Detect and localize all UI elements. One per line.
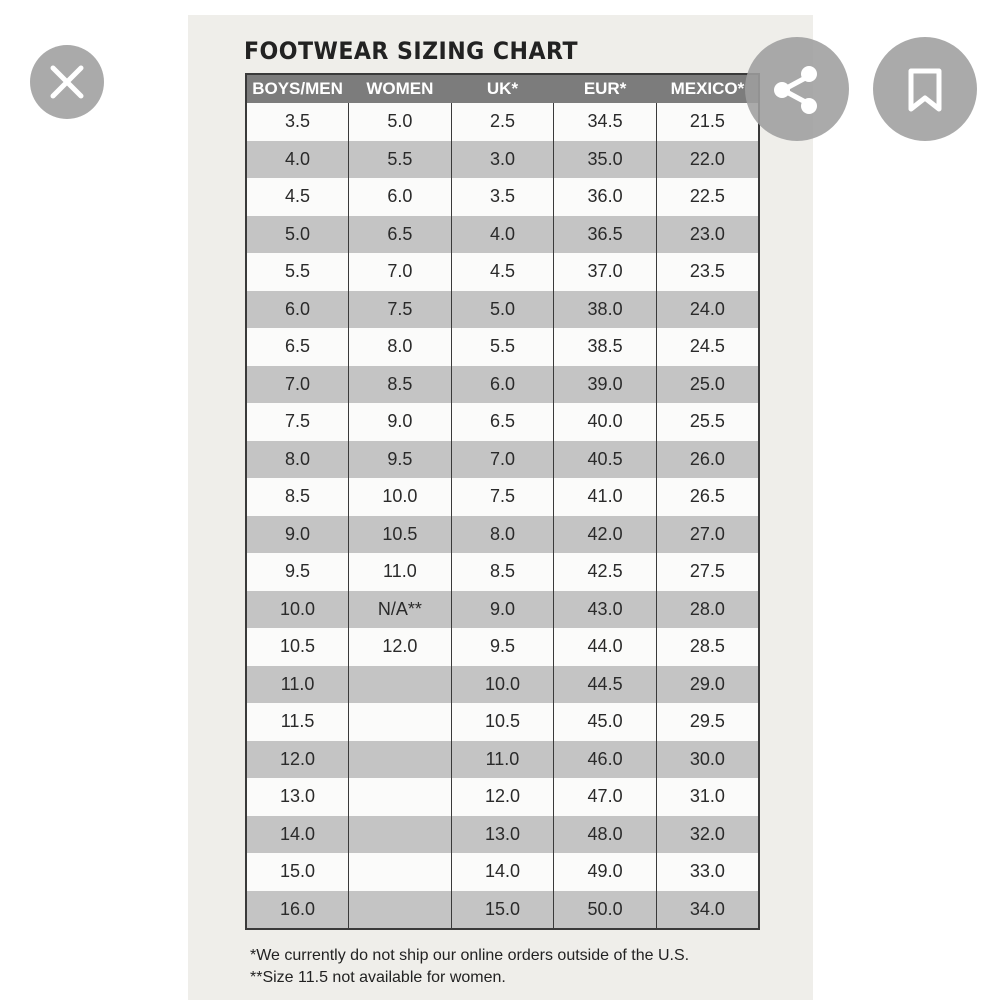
cell-uk: 2.5 [451, 103, 554, 141]
cell-women: 12.0 [349, 628, 452, 666]
cell-women [349, 891, 452, 930]
cell-eur: 38.5 [554, 328, 657, 366]
cell-uk: 12.0 [451, 778, 554, 816]
cell-women: 11.0 [349, 553, 452, 591]
cell-eur: 42.5 [554, 553, 657, 591]
cell-women: 5.0 [349, 103, 452, 141]
cell-boys-men: 9.0 [246, 516, 349, 554]
cell-women: 10.0 [349, 478, 452, 516]
cell-women [349, 741, 452, 779]
cell-uk: 14.0 [451, 853, 554, 891]
table-row [246, 253, 759, 291]
cell-women: 6.5 [349, 216, 452, 254]
cell-eur: 40.0 [554, 403, 657, 441]
column-header-boys-men: BOYS/MEN [246, 74, 349, 103]
cell-boys-men: 7.5 [246, 403, 349, 441]
table-row [246, 178, 759, 216]
table-row [246, 778, 759, 816]
cell-women [349, 703, 452, 741]
cell-women: 8.5 [349, 366, 452, 404]
table-row [246, 891, 759, 930]
cell-uk: 3.0 [451, 141, 554, 179]
cell-mexico: 29.0 [656, 666, 759, 704]
cell-mexico: 28.5 [656, 628, 759, 666]
cell-uk: 8.5 [451, 553, 554, 591]
cell-boys-men: 13.0 [246, 778, 349, 816]
table-row [246, 103, 759, 141]
cell-mexico: 24.0 [656, 291, 759, 329]
cell-eur: 35.0 [554, 141, 657, 179]
close-icon [30, 45, 104, 119]
cell-eur: 34.5 [554, 103, 657, 141]
cell-mexico: 24.5 [656, 328, 759, 366]
cell-uk: 11.0 [451, 741, 554, 779]
cell-boys-men: 8.0 [246, 441, 349, 479]
cell-uk: 13.0 [451, 816, 554, 854]
cell-uk: 9.5 [451, 628, 554, 666]
cell-mexico: 25.5 [656, 403, 759, 441]
cell-women: 8.0 [349, 328, 452, 366]
cell-mexico: 22.5 [656, 178, 759, 216]
cell-boys-men: 11.5 [246, 703, 349, 741]
cell-uk: 3.5 [451, 178, 554, 216]
cell-boys-men: 16.0 [246, 891, 349, 930]
cell-mexico: 28.0 [656, 591, 759, 629]
cell-uk: 10.5 [451, 703, 554, 741]
table-row [246, 853, 759, 891]
cell-uk: 7.0 [451, 441, 554, 479]
column-header-eur: EUR* [554, 74, 657, 103]
cell-eur: 46.0 [554, 741, 657, 779]
cell-eur: 44.0 [554, 628, 657, 666]
cell-eur: 44.5 [554, 666, 657, 704]
cell-eur: 42.0 [554, 516, 657, 554]
cell-boys-men: 5.5 [246, 253, 349, 291]
cell-women [349, 666, 452, 704]
cell-boys-men: 8.5 [246, 478, 349, 516]
cell-boys-men: 10.0 [246, 591, 349, 629]
cell-women [349, 853, 452, 891]
bookmark-button[interactable] [873, 37, 977, 141]
cell-women: 7.5 [349, 291, 452, 329]
cell-uk: 10.0 [451, 666, 554, 704]
table-row [246, 741, 759, 779]
table-row [246, 516, 759, 554]
cell-eur: 36.5 [554, 216, 657, 254]
table-row [246, 328, 759, 366]
table-row [246, 441, 759, 479]
cell-uk: 6.5 [451, 403, 554, 441]
table-row [246, 478, 759, 516]
cell-mexico: 23.5 [656, 253, 759, 291]
cell-uk: 15.0 [451, 891, 554, 930]
cell-eur: 37.0 [554, 253, 657, 291]
column-header-uk: UK* [451, 74, 554, 103]
share-icon [745, 37, 849, 141]
cell-mexico: 33.0 [656, 853, 759, 891]
footnote-women-size: **Size 11.5 not available for women. [250, 969, 506, 986]
close-button[interactable] [30, 45, 104, 119]
table-row [246, 591, 759, 629]
cell-eur: 43.0 [554, 591, 657, 629]
table-row [246, 141, 759, 179]
cell-women: 6.0 [349, 178, 452, 216]
footnote-shipping: *We currently do not ship our online orders outside of the U.S. [250, 947, 690, 964]
cell-uk: 5.0 [451, 291, 554, 329]
cell-eur: 41.0 [554, 478, 657, 516]
cell-boys-men: 4.5 [246, 178, 349, 216]
share-button[interactable] [745, 37, 849, 141]
cell-boys-men: 6.5 [246, 328, 349, 366]
cell-mexico: 32.0 [656, 816, 759, 854]
cell-eur: 50.0 [554, 891, 657, 930]
cell-boys-men: 9.5 [246, 553, 349, 591]
cell-mexico: 27.0 [656, 516, 759, 554]
cell-boys-men: 3.5 [246, 103, 349, 141]
cell-boys-men: 15.0 [246, 853, 349, 891]
cell-mexico: 26.5 [656, 478, 759, 516]
cell-uk: 6.0 [451, 366, 554, 404]
cell-women: 7.0 [349, 253, 452, 291]
cell-women: 9.5 [349, 441, 452, 479]
cell-uk: 4.0 [451, 216, 554, 254]
cell-eur: 36.0 [554, 178, 657, 216]
cell-eur: 40.5 [554, 441, 657, 479]
cell-uk: 5.5 [451, 328, 554, 366]
table-row [246, 816, 759, 854]
cell-boys-men: 12.0 [246, 741, 349, 779]
cell-eur: 49.0 [554, 853, 657, 891]
bookmark-icon [873, 37, 977, 141]
cell-mexico: 22.0 [656, 141, 759, 179]
table-row [246, 291, 759, 329]
table-row [246, 703, 759, 741]
table-row [246, 666, 759, 704]
cell-eur: 48.0 [554, 816, 657, 854]
column-header-women: WOMEN [349, 74, 452, 103]
cell-women: 5.5 [349, 141, 452, 179]
cell-boys-men: 6.0 [246, 291, 349, 329]
cell-mexico: 34.0 [656, 891, 759, 930]
cell-women [349, 778, 452, 816]
cell-women [349, 816, 452, 854]
cell-uk: 8.0 [451, 516, 554, 554]
table-body [246, 103, 759, 929]
table-row [246, 553, 759, 591]
cell-uk: 9.0 [451, 591, 554, 629]
cell-boys-men: 5.0 [246, 216, 349, 254]
cell-mexico: 21.5 [656, 103, 759, 141]
cell-women: 10.5 [349, 516, 452, 554]
cell-uk: 7.5 [451, 478, 554, 516]
cell-eur: 47.0 [554, 778, 657, 816]
cell-eur: 45.0 [554, 703, 657, 741]
table-row [246, 628, 759, 666]
cell-boys-men: 11.0 [246, 666, 349, 704]
cell-women: N/A** [349, 591, 452, 629]
cell-mexico: 31.0 [656, 778, 759, 816]
cell-mexico: 27.5 [656, 553, 759, 591]
cell-mexico: 26.0 [656, 441, 759, 479]
sizing-table [245, 73, 760, 930]
cell-mexico: 30.0 [656, 741, 759, 779]
chart-title: FOOTWEAR SIZING CHART [244, 37, 579, 65]
column-header-mexico: MEXICO* [656, 74, 759, 103]
cell-boys-men: 10.5 [246, 628, 349, 666]
cell-mexico: 23.0 [656, 216, 759, 254]
cell-boys-men: 4.0 [246, 141, 349, 179]
table-row [246, 403, 759, 441]
cell-women: 9.0 [349, 403, 452, 441]
cell-eur: 38.0 [554, 291, 657, 329]
table-header-row [246, 74, 759, 103]
cell-boys-men: 7.0 [246, 366, 349, 404]
table-row [246, 366, 759, 404]
cell-mexico: 29.5 [656, 703, 759, 741]
cell-boys-men: 14.0 [246, 816, 349, 854]
cell-eur: 39.0 [554, 366, 657, 404]
table-row [246, 216, 759, 254]
cell-mexico: 25.0 [656, 366, 759, 404]
cell-uk: 4.5 [451, 253, 554, 291]
